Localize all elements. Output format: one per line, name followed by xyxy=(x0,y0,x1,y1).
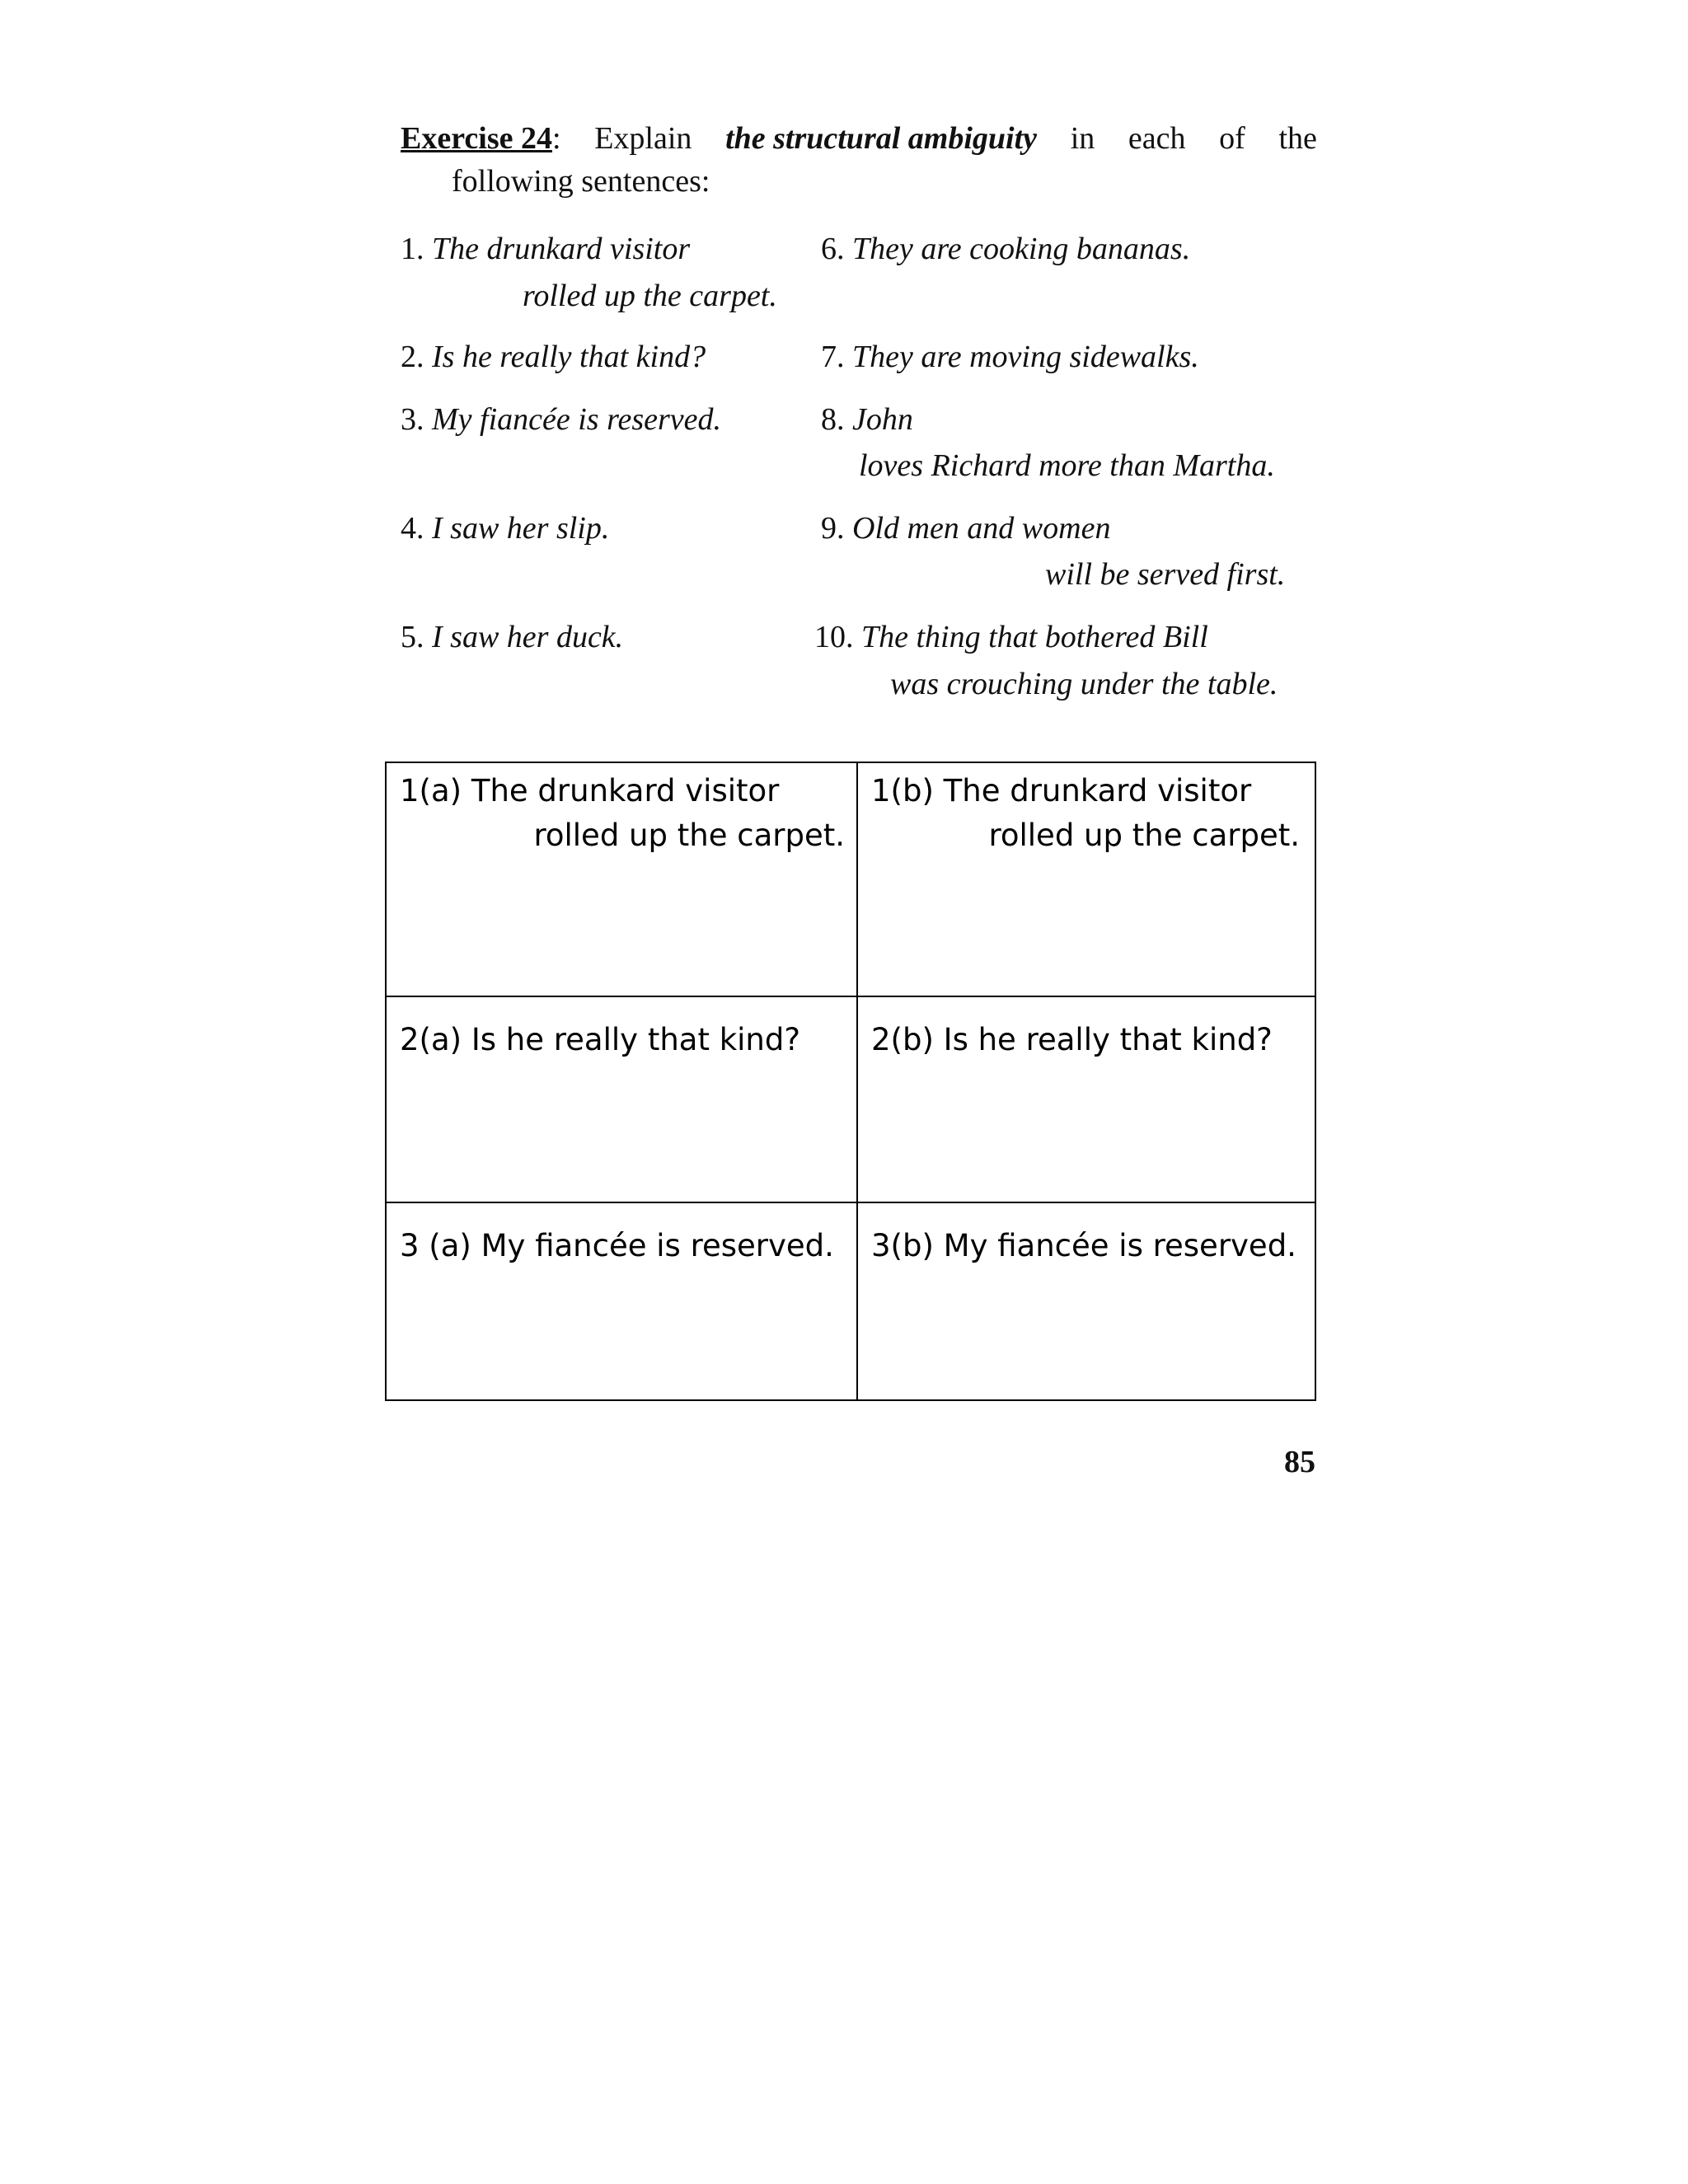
sentence-number: 5. xyxy=(401,620,424,654)
table-cell-1a xyxy=(400,769,845,858)
exercise-heading xyxy=(401,117,1317,203)
answer-table xyxy=(385,762,1316,1401)
sentence-text: My fiancée is reserved. xyxy=(432,402,721,437)
heading-line-1 xyxy=(401,117,1317,160)
sentence-number: 10. xyxy=(814,620,854,654)
sentence-number: 9. xyxy=(821,511,845,546)
table-cell-2b: 2(b) Is he really that kind? xyxy=(871,1022,1273,1057)
heading-label-group xyxy=(401,117,561,160)
sentence-text: They are cooking bananas. xyxy=(852,232,1191,266)
cell-line: rolled up the carpet. xyxy=(988,818,1300,853)
table-cell-1b xyxy=(871,769,1300,858)
cell-line: rolled up the carpet. xyxy=(533,818,845,853)
heading-word-in: in xyxy=(1070,121,1095,156)
sentence-item xyxy=(401,226,690,272)
sentence-number: 2. xyxy=(401,340,424,374)
heading-word-the: the xyxy=(1278,121,1317,156)
table-cell-3b: 3(b) My fiancée is reserved. xyxy=(871,1228,1296,1263)
sentence-continuation: was crouching under the table. xyxy=(890,667,1278,701)
sentence-continuation: rolled up the carpet. xyxy=(523,279,777,313)
sentence-continuation: will be served first. xyxy=(1045,557,1286,592)
table-cell-2a: 2(a) Is he really that kind? xyxy=(400,1022,801,1057)
sentence-number: 6. xyxy=(821,232,845,266)
sentence-text: I saw her duck. xyxy=(432,620,624,654)
sentence-number: 1. xyxy=(401,232,424,266)
table-cell-3a: 3 (a) My fiancée is reserved. xyxy=(400,1228,834,1263)
sentence-item xyxy=(821,226,1190,272)
sentence-text: Old men and women xyxy=(852,511,1111,546)
sentence-number: 4. xyxy=(401,511,424,546)
sentence-item xyxy=(821,505,1110,551)
sentence-item xyxy=(401,614,623,660)
cell-line: 1(b) The drunkard visitor xyxy=(871,773,1252,808)
table-divider-vertical xyxy=(856,763,858,1399)
sentence-number: 3. xyxy=(401,402,424,437)
sentence-item xyxy=(814,614,1208,660)
sentence-text: The drunkard visitor xyxy=(432,232,691,266)
heading-word-of: of xyxy=(1219,121,1245,156)
sentence-text: I saw her slip. xyxy=(432,511,610,546)
sentence-text: The thing that bothered Bill xyxy=(861,620,1208,654)
table-divider-horizontal xyxy=(387,996,1315,997)
sentence-text: Is he really that kind? xyxy=(432,340,706,374)
heading-explain: Explain xyxy=(594,121,692,156)
heading-word-each: each xyxy=(1128,121,1186,156)
sentence-item xyxy=(401,334,706,380)
cell-line: 1(a) The drunkard visitor xyxy=(400,773,780,808)
sentence-number: 8. xyxy=(821,402,845,437)
sentence-text: They are moving sidewalks. xyxy=(852,340,1199,374)
sentence-item xyxy=(821,334,1199,380)
table-divider-horizontal xyxy=(387,1202,1315,1203)
sentence-continuation: loves Richard more than Martha. xyxy=(859,448,1275,483)
sentence-item xyxy=(401,505,609,551)
page-number: 85 xyxy=(1284,1445,1315,1479)
heading-colon: : xyxy=(551,121,561,156)
heading-line-2: following sentences: xyxy=(452,164,710,199)
sentence-item xyxy=(821,396,913,443)
heading-emphasis: the structural ambiguity xyxy=(725,121,1038,156)
sentence-text: John xyxy=(852,402,913,437)
sentence-number: 7. xyxy=(821,340,845,374)
exercise-label: Exercise 24 xyxy=(401,121,552,156)
sentence-item xyxy=(401,396,721,443)
